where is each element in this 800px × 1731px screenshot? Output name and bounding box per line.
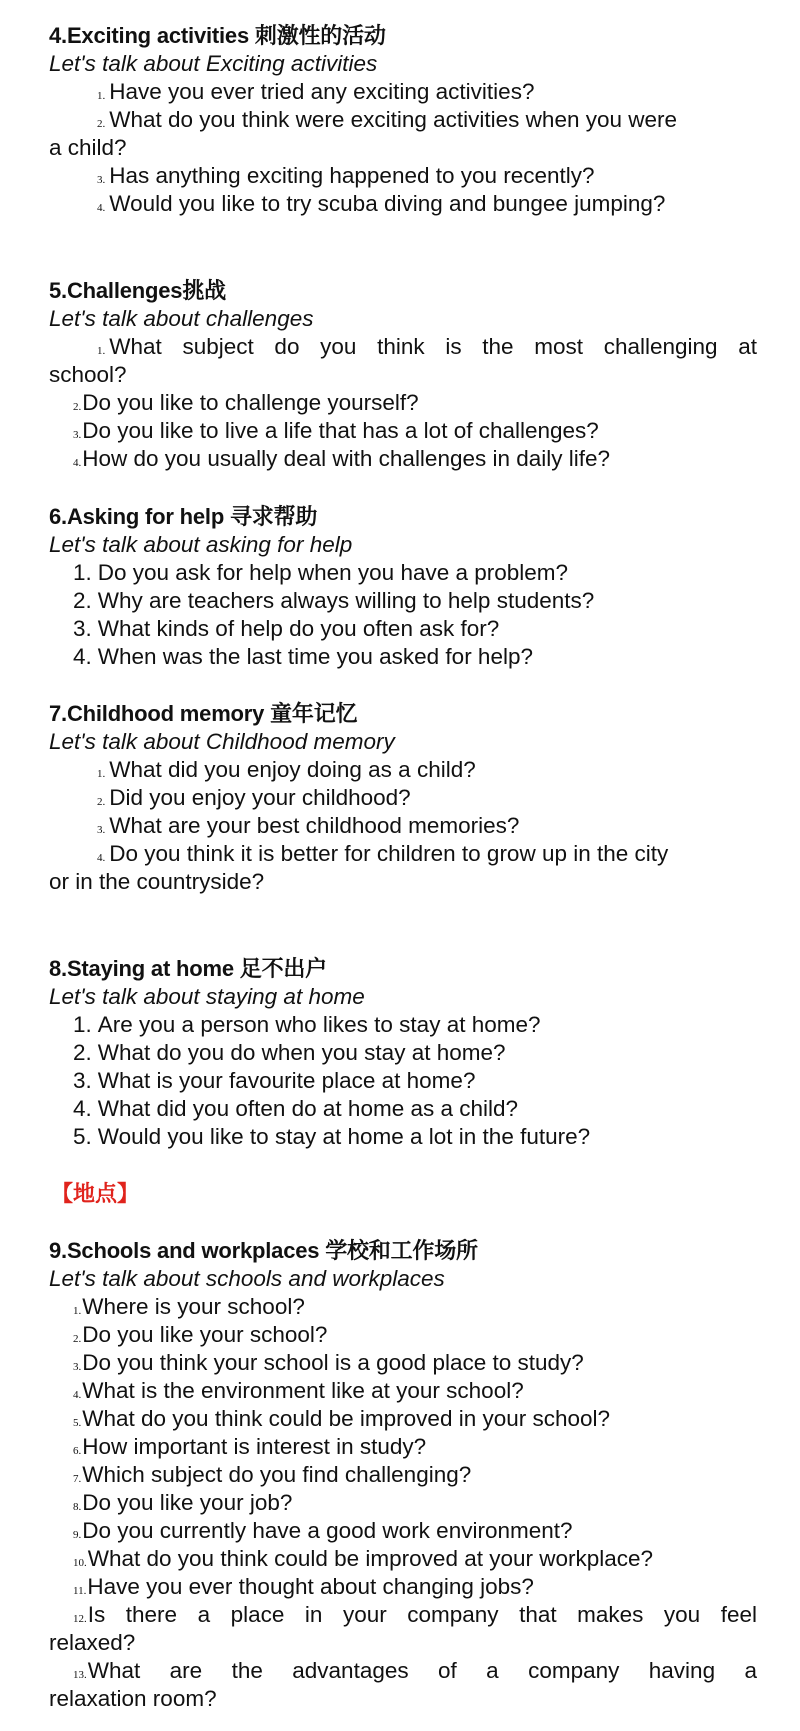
item-text: Do you think your school is a good place to study? (82, 1350, 584, 1375)
list-item (49, 1095, 757, 1123)
item-text: How important is interest in study? (82, 1434, 427, 1459)
section-subtitle: Let's talk about schools and workplaces (49, 1266, 445, 1291)
item-text: Do you think it is better for children to grow up in the city (109, 841, 669, 866)
item-text: Do you like to challenge yourself? (82, 390, 419, 415)
item-number: 1. (73, 1012, 92, 1037)
item-number: 8. (73, 1501, 82, 1513)
item-text: Are you a person who likes to stay at home? (97, 1012, 541, 1037)
item-text: Is there a place in your company that makes you feel (87, 1602, 757, 1627)
item-text: What kinds of help do you often ask for? (97, 616, 500, 641)
list-item-continuation: or in the countryside? (49, 869, 265, 894)
item-text: What do you think could be improved at your workplace? (87, 1546, 654, 1571)
item-number: 3. (73, 1068, 92, 1093)
list-item (49, 1067, 757, 1095)
section-heading: 7.Childhood memory 童年记忆 (49, 701, 358, 726)
item-text: Did you enjoy your childhood? (109, 785, 411, 810)
item-text: Which subject do you find challenging? (82, 1462, 472, 1487)
item-text: Do you currently have a good work environment? (82, 1518, 573, 1543)
item-text: What subject do you think is the most challenging at (109, 334, 757, 359)
item-text: Have you ever thought about changing jobs? (87, 1574, 534, 1599)
list-item-continuation: school? (49, 362, 127, 387)
item-text: How do you usually deal with challenges in daily life? (82, 446, 611, 471)
section-heading: 5.Challenges挑战 (49, 278, 226, 303)
item-number: 2. (97, 796, 106, 808)
item-number: 1. (97, 90, 106, 102)
item-number: 4. (97, 852, 106, 864)
section-heading: 9.Schools and workplaces 学校和工作场所 (49, 1238, 478, 1263)
category-label: 【地点】 (51, 1181, 140, 1206)
item-text: What are your best childhood memories? (109, 813, 520, 838)
item-number: 9. (73, 1529, 82, 1541)
item-text: Why are teachers always willing to help students? (97, 588, 595, 613)
section-heading: 6.Asking for help 寻求帮助 (49, 504, 318, 529)
item-text: Would you like to try scuba diving and bungee jumping? (109, 191, 666, 216)
list-item (49, 559, 757, 587)
item-text: When was the last time you asked for help? (97, 644, 533, 669)
item-text: What are the advantages of a company having a (87, 1658, 757, 1683)
item-number: 4. (73, 1389, 82, 1401)
item-text: Do you like your job? (82, 1490, 293, 1515)
item-number: 4. (73, 457, 82, 469)
item-text: What do you think could be improved in your school? (82, 1406, 611, 1431)
item-text: What is your favourite place at home? (97, 1068, 476, 1093)
item-text: What is the environment like at your school? (82, 1378, 524, 1403)
list-item (49, 1011, 757, 1039)
item-text: Has anything exciting happened to you recently? (109, 163, 595, 188)
item-number: 2. (73, 401, 82, 413)
list-item (49, 190, 757, 222)
item-text: What did you often do at home as a child? (97, 1096, 519, 1121)
item-text: Have you ever tried any exciting activities? (109, 79, 535, 104)
list-item (49, 1039, 757, 1067)
section-subtitle: Let's talk about challenges (49, 306, 314, 331)
item-text: Do you ask for help when you have a problem? (97, 560, 569, 585)
item-text: Do you like your school? (82, 1322, 328, 1347)
section-subtitle: Let's talk about Childhood memory (49, 729, 395, 754)
item-number: 5. (73, 1124, 92, 1149)
item-number: 3. (73, 1361, 82, 1373)
item-number: 1. (73, 1305, 82, 1317)
section-heading: 8.Staying at home 足不出户 (49, 956, 327, 981)
item-number: 1. (73, 560, 92, 585)
item-text: Where is your school? (82, 1294, 305, 1319)
section-heading: 4.Exciting activities 刺激性的活动 (49, 23, 386, 48)
list-item (49, 587, 757, 615)
item-number: 3. (97, 824, 106, 836)
list-item-continuation: a child? (49, 135, 127, 160)
item-number: 2. (73, 588, 92, 613)
list-item-continuation: relaxation room? (49, 1686, 217, 1711)
item-number: 10. (73, 1557, 87, 1569)
item-number: 1. (97, 345, 106, 357)
list-item (49, 643, 757, 671)
list-item (49, 1123, 757, 1151)
item-number: 2. (97, 118, 106, 130)
item-number: 6. (73, 1445, 82, 1457)
item-number: 4. (97, 202, 106, 214)
list-item-continuation: relaxed? (49, 1630, 136, 1655)
item-number: 13. (73, 1669, 87, 1681)
item-number: 3. (73, 616, 92, 641)
list-item (49, 615, 757, 643)
section-subtitle: Let's talk about Exciting activities (49, 51, 378, 76)
item-number: 5. (73, 1417, 82, 1429)
section-subtitle: Let's talk about staying at home (49, 984, 365, 1009)
item-text: Do you like to live a life that has a lot of challenges? (82, 418, 599, 443)
item-number: 11. (73, 1585, 87, 1597)
item-text: What do you think were exciting activities when you were (109, 107, 678, 132)
item-number: 3. (73, 429, 82, 441)
item-text: What do you do when you stay at home? (97, 1040, 506, 1065)
item-number: 2. (73, 1040, 92, 1065)
item-number: 1. (97, 768, 106, 780)
section-subtitle: Let's talk about asking for help (49, 532, 353, 557)
item-number: 7. (73, 1473, 82, 1485)
item-number: 12. (73, 1613, 87, 1625)
list-item (49, 445, 757, 477)
item-number: 4. (73, 644, 92, 669)
item-number: 3. (97, 174, 106, 186)
item-number: 2. (73, 1333, 82, 1345)
item-text: Would you like to stay at home a lot in the future? (97, 1124, 591, 1149)
item-number: 4. (73, 1096, 92, 1121)
item-text: What did you enjoy doing as a child? (109, 757, 476, 782)
